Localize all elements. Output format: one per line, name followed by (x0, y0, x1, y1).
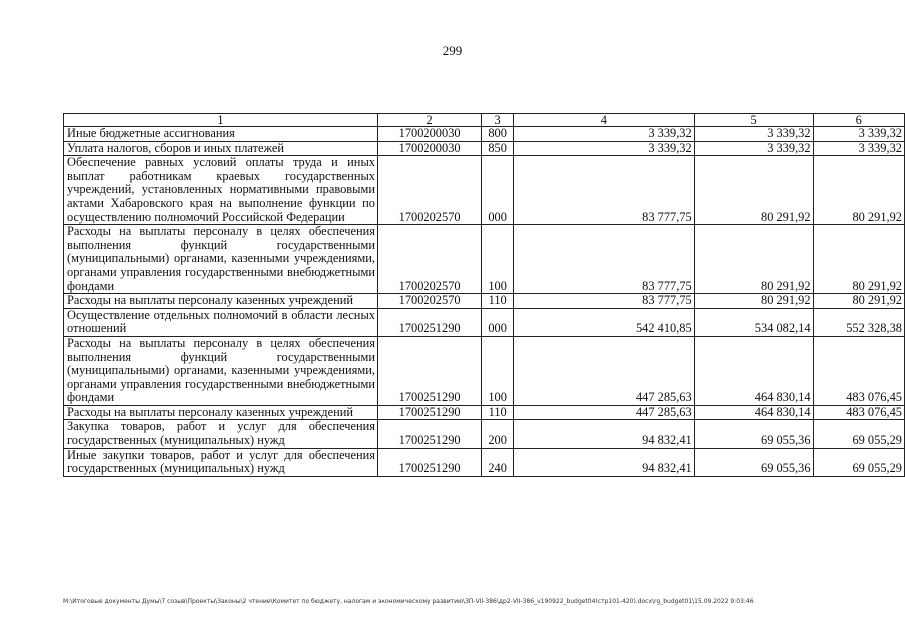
table-row (64, 420, 905, 448)
table-row (64, 127, 905, 142)
amount-year-1-cell: 3 339,32 (514, 141, 695, 156)
amount-year-3-cell: 80 291,92 (813, 225, 904, 294)
amount-year-3-cell: 69 055,29 (813, 420, 904, 448)
target-article-code-cell: 1700251290 (377, 405, 481, 420)
amount-year-3-cell: 69 055,29 (813, 448, 904, 476)
row-name-cell: Обеспечение равных условий оплаты труда и иных выплат работникам краевых государственных учреждений, установленных нормативными правовыми актами Хабаровского края на выполнение функции по осуществлению полномочий Российской Федерации (64, 156, 378, 225)
column-header: 5 (694, 114, 813, 127)
target-article-code-cell: 1700202570 (377, 225, 481, 294)
expense-type-cell: 100 (482, 225, 514, 294)
row-name-cell: Расходы на выплаты персоналу казенных учреждений (64, 405, 378, 420)
amount-year-3-cell: 483 076,45 (813, 336, 904, 405)
row-name-cell: Иные закупки товаров, работ и услуг для обеспечения государственных (муниципальных) нужд (64, 448, 378, 476)
page-number: 299 (442, 43, 463, 58)
target-article-code-cell: 1700202570 (377, 156, 481, 225)
amount-year-1-cell: 94 832,41 (514, 420, 695, 448)
table-row (64, 405, 905, 420)
column-header: 1 (64, 114, 378, 127)
target-article-code-cell: 1700251290 (377, 336, 481, 405)
amount-year-1-cell: 94 832,41 (514, 448, 695, 476)
row-name-cell: Иные бюджетные ассигнования (64, 127, 378, 142)
target-article-code-cell: 1700251290 (377, 308, 481, 336)
column-header: 6 (813, 114, 904, 127)
amount-year-2-cell: 69 055,36 (694, 448, 813, 476)
amount-year-1-cell: 83 777,75 (514, 156, 695, 225)
table-row (64, 336, 905, 405)
amount-year-2-cell: 69 055,36 (694, 420, 813, 448)
expense-type-cell: 850 (482, 141, 514, 156)
amount-year-3-cell: 483 076,45 (813, 405, 904, 420)
target-article-code-cell: 1700200030 (377, 141, 481, 156)
expense-type-cell: 000 (482, 156, 514, 225)
amount-year-1-cell: 83 777,75 (514, 294, 695, 309)
amount-year-1-cell: 447 285,63 (514, 405, 695, 420)
amount-year-3-cell: 80 291,92 (813, 294, 904, 309)
expense-type-cell: 800 (482, 127, 514, 142)
expense-type-cell: 200 (482, 420, 514, 448)
file-path-footer: M:\Итоговые документы Думы\7 созыв\Проекты\Законы\2 чтение\Комитет по бюджету, налогам и экономическому развитию\ЗП-VII-386\др2-VII-386_v190922_budget04(стр101-420).docx\rg_budget01\15.09.2022 9:03:46 (63, 598, 754, 605)
expense-type-cell: 000 (482, 308, 514, 336)
amount-year-2-cell: 80 291,92 (694, 156, 813, 225)
amount-year-2-cell: 534 082,14 (694, 308, 813, 336)
amount-year-1-cell: 83 777,75 (514, 225, 695, 294)
amount-year-2-cell: 3 339,32 (694, 141, 813, 156)
target-article-code-cell: 1700200030 (377, 127, 481, 142)
row-name-cell: Расходы на выплаты персоналу в целях обеспечения выполнения функций государственными (муниципальными) органами, казенными учреждениями, органами управления государственными внебюджетными фондами (64, 225, 378, 294)
target-article-code-cell: 1700251290 (377, 420, 481, 448)
table-row (64, 448, 905, 476)
target-article-code-cell: 1700202570 (377, 294, 481, 309)
column-header: 4 (514, 114, 695, 127)
amount-year-3-cell: 552 328,38 (813, 308, 904, 336)
budget-table (63, 113, 905, 477)
table-row (64, 225, 905, 294)
expense-type-cell: 110 (482, 405, 514, 420)
amount-year-2-cell: 80 291,92 (694, 294, 813, 309)
expense-type-cell: 100 (482, 336, 514, 405)
amount-year-2-cell: 3 339,32 (694, 127, 813, 142)
row-name-cell: Уплата налогов, сборов и иных платежей (64, 141, 378, 156)
amount-year-3-cell: 80 291,92 (813, 156, 904, 225)
amount-year-3-cell: 3 339,32 (813, 141, 904, 156)
table-row (64, 308, 905, 336)
row-name-cell: Закупка товаров, работ и услуг для обеспечения государственных (муниципальных) нужд (64, 420, 378, 448)
expense-type-cell: 240 (482, 448, 514, 476)
amount-year-2-cell: 464 830,14 (694, 405, 813, 420)
amount-year-2-cell: 464 830,14 (694, 336, 813, 405)
column-header: 3 (482, 114, 514, 127)
row-name-cell: Осуществление отдельных полномочий в области лесных отношений (64, 308, 378, 336)
amount-year-1-cell: 542 410,85 (514, 308, 695, 336)
table-row (64, 294, 905, 309)
table-header-row (64, 114, 905, 127)
amount-year-3-cell: 3 339,32 (813, 127, 904, 142)
row-name-cell: Расходы на выплаты персоналу казенных учреждений (64, 294, 378, 309)
amount-year-2-cell: 80 291,92 (694, 225, 813, 294)
expense-type-cell: 110 (482, 294, 514, 309)
row-name-cell: Расходы на выплаты персоналу в целях обеспечения выполнения функций государственными (муниципальными) органами, казенными учреждениями, органами управления государственными внебюджетными фондами (64, 336, 378, 405)
amount-year-1-cell: 447 285,63 (514, 336, 695, 405)
table-row (64, 141, 905, 156)
table-row (64, 156, 905, 225)
column-header: 2 (377, 114, 481, 127)
amount-year-1-cell: 3 339,32 (514, 127, 695, 142)
target-article-code-cell: 1700251290 (377, 448, 481, 476)
